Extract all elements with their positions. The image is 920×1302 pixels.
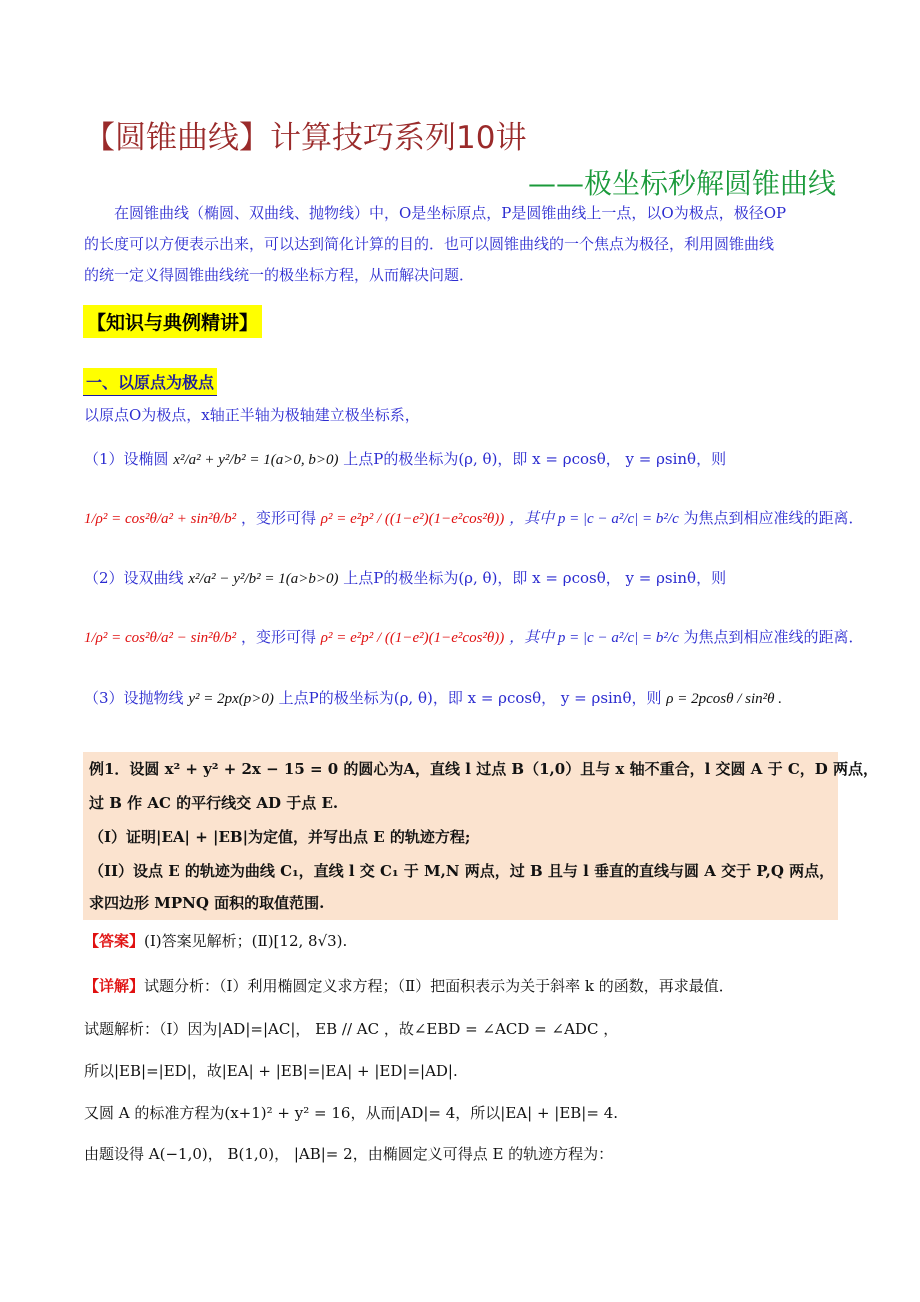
case2-rho-formula: ρ² = e²p² / ((1−e²)(1−e²cos²θ)) [320,630,505,646]
example-box [83,752,878,920]
example-line: （I）证明|EA| + |EB|为定值，并写出点 E 的轨迹方程; [89,828,471,846]
detail-tag: 【详解】 [84,977,145,995]
case2-line [84,567,726,588]
case1-suffix: 上点P的极坐标为(ρ, θ)，即 x = ρcosθ， y = ρsinθ，则 [343,450,727,468]
case2-suffix: 上点P的极坐标为(ρ, θ)，即 x = ρcosθ， y = ρsinθ，则 [343,569,727,587]
answer-line [84,930,347,951]
setup-line: 以原点O为极点，x轴正半轴为极轴建立极坐标系， [84,406,420,424]
case2-reciprocal-formula: 1/ρ² = cos²θ/a² − sin²θ/b² [84,630,237,646]
solution-line: 试题解析：（Ⅰ）因为|AD|=|AC|， EB // AC ，故∠EBD = ∠ACD = ∠ADC ， [84,1020,619,1038]
example-line: （II）设点 E 的轨迹为曲线 C₁，直线 l 交 C₁ 于 M,N 两点，过 B 且与 l 垂直的直线与圆 A 交于 P,Q 两点， [89,862,835,880]
case1-mid: ，变形可得 [240,509,316,527]
case1-rho-formula: ρ² = e²p² / ((1−e²)(1−e²cos²θ)) [320,511,505,527]
case2-p-definition: ，其中 p = |c − a²/c| = b²/c [509,630,679,646]
case1-equation: x²/a² + y²/b² = 1(a>0, b>0) [173,452,339,468]
case3-line [84,687,782,708]
detail-text: 试题分析：（Ⅰ）利用椭圆定义求方程；（Ⅱ）把面积表示为关于斜率 k 的函数，再求最值． [144,977,734,995]
case2-equation: x²/a² − y²/b² = 1(a>b>0) [188,571,339,587]
case1-line [84,448,726,469]
example-line: 例1．设圆 x² + y² + 2x − 15 = 0 的圆心为A，直线 l 过点 B（1,0）且与 x 轴不重合，l 交圆 A 于 C，D 两点， [89,760,878,778]
detail-line [84,975,734,996]
case3-equation: y² = 2px(p>0) [188,691,274,707]
case2-tail: 为焦点到相应准线的距离． [683,628,864,646]
intro-line: 的长度可以方便表示出来，可以达到简化计算的目的．也可以圆锥曲线的一个焦点为极径，利用圆锥曲线 [84,235,775,253]
case1-formula-line [84,507,864,528]
subsection-heading: 一、以原点为极点 [83,368,217,396]
document-subtitle: ——极坐标秒解圆锥曲线 [527,167,836,200]
case1-p-definition: ，其中 p = |c − a²/c| = b²/c [509,511,679,527]
case3-result: ρ = 2pcosθ / sin²θ . [666,691,783,707]
example-line: 过 B 作 AC 的平行线交 AD 于点 E. [89,794,339,812]
section-heading: 【知识与典例精讲】 [83,305,262,338]
case3-suffix: 上点P的极坐标为(ρ, θ)，即 x = ρcosθ， y = ρsinθ，则 [278,689,662,707]
answer-tag: 【答案】 [84,932,145,950]
intro-line: 在圆锥曲线（椭圆、双曲线、抛物线）中，O是坐标原点，P是圆锥曲线上一点，以O为极点，极径OP [114,204,787,222]
case2-prefix: （2）设双曲线 [84,569,184,587]
case1-prefix: （1）设椭圆 [84,450,169,468]
example-line: 求四边形 MPNQ 面积的取值范围. [89,894,325,912]
answer-text: (Ⅰ)答案见解析；(Ⅱ)[12, 8√3). [144,932,348,950]
case3-prefix: （3）设抛物线 [84,689,184,707]
intro-line: 的统一定义得圆锥曲线统一的极坐标方程，从而解决问题． [84,266,475,284]
case2-mid: ，变形可得 [240,628,316,646]
solution-line: 又圆 A 的标准方程为(x+1)² + y² = 16，从而|AD|= 4，所以|EA| + |EB|= 4. [84,1104,619,1122]
case1-tail: 为焦点到相应准线的距离． [683,509,864,527]
case2-formula-line [84,626,864,647]
solution-line: 所以|EB|=|ED|，故|EA| + |EB|=|EA| + |ED|=|AD|. [84,1062,458,1080]
case1-reciprocal-formula: 1/ρ² = cos²θ/a² + sin²θ/b² [84,511,237,527]
solution-line: 由题设得 A(−1,0)， B(1,0)， |AB|= 2，由椭圆定义可得点 E 的轨迹方程为： [84,1145,614,1163]
document-title: 【圆锥曲线】计算技巧系列10讲 [84,120,527,156]
